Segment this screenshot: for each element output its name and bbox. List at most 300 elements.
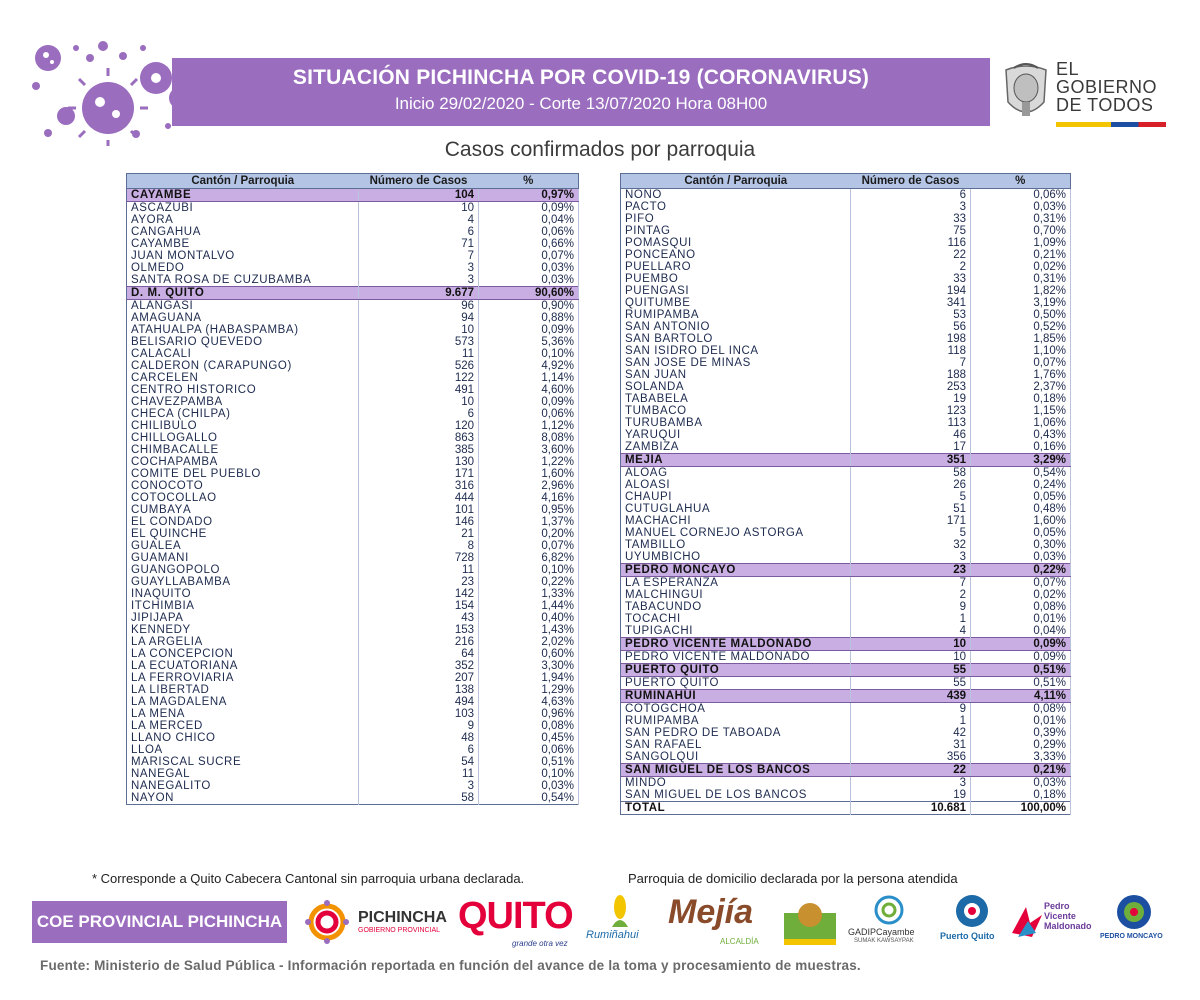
cell-percent: 0,03% [479,274,579,287]
cell-percent: 3,33% [971,751,1071,764]
cell-percent: 2,96% [479,480,579,492]
cell-cases: 3 [851,201,971,213]
table-row [621,333,1071,345]
table-row [127,274,579,287]
table-row [621,727,1071,739]
cases-table-right [620,173,1071,815]
table-row [127,226,579,238]
cell-cases: 103 [359,708,479,720]
cell-cases: 6 [359,744,479,756]
cell-cases: 33 [851,213,971,225]
table-row [621,577,1071,590]
cell-cases: 9 [851,703,971,716]
cell-name: BELISARIO QUEVEDO [127,336,359,348]
cell-name: LA MAGDALENA [127,696,359,708]
cell-percent: 0,90% [479,300,579,313]
table-row [127,600,579,612]
cell-cases: 130 [359,456,479,468]
cell-cases: 6 [851,189,971,202]
cell-name: RUMIÑAHUI [621,690,851,703]
cell-name: EL CONDADO [127,516,359,528]
total-row [621,802,1071,815]
cell-percent: 0,88% [479,312,579,324]
cell-percent: 0,08% [971,601,1071,613]
cell-cases: 188 [851,369,971,381]
cell-percent: 4,63% [479,696,579,708]
cell-name: CARCELÉN [127,372,359,384]
table-row [621,393,1071,405]
cell-cases: 7 [359,250,479,262]
canton-row [127,287,579,300]
cell-name: CHECA (CHILPA) [127,408,359,420]
cell-name: COTOGCHOA [621,703,851,716]
quito-logo: QUITO grande otra vez [458,895,573,948]
cell-name: LA ECUATORIANA [127,660,359,672]
cell-name: PEDRO VICENTE MALDONADO [621,651,851,664]
table-row [127,576,579,588]
table-row [127,312,579,324]
cell-cases: 23 [851,564,971,577]
cell-percent: 0,31% [971,273,1071,285]
table-row [127,468,579,480]
cell-cases: 142 [359,588,479,600]
cell-percent: 0,06% [479,744,579,756]
cell-percent: 1,12% [479,420,579,432]
cell-cases: 444 [359,492,479,504]
table-row [127,792,579,805]
cell-percent: 0,04% [971,625,1071,638]
cell-cases: 7 [851,577,971,590]
cell-percent: 0,10% [479,768,579,780]
cell-percent: 4,92% [479,360,579,372]
table-row [127,420,579,432]
table-row [127,492,579,504]
cell-percent: 0,66% [479,238,579,250]
footnote-domicilio: Parroquia de domicilio declarada por la persona atendida [628,871,958,886]
cell-percent: 0,06% [971,189,1071,202]
table-row [127,396,579,408]
cell-percent: 1,06% [971,417,1071,429]
table-row [621,273,1071,285]
cell-percent: 0,51% [971,677,1071,690]
cell-name: PACTO [621,201,851,213]
table-row [621,789,1071,802]
table-row [127,432,579,444]
cell-percent: 0,02% [971,589,1071,601]
cell-cases: 104 [359,189,479,202]
cell-name: GUANGOPOLO [127,564,359,576]
table-row [621,479,1071,491]
cell-name: SOLANDA [621,381,851,393]
table-row [127,504,579,516]
table-row [127,528,579,540]
table-row [621,297,1071,309]
cell-name: AYORA [127,214,359,226]
table-row [127,540,579,552]
cell-name: ALÓAG [621,467,851,480]
flag-color-bar [1056,122,1166,127]
cell-cases: 8 [359,540,479,552]
cell-cases: 11 [359,348,479,360]
cell-name: OLMEDO [127,262,359,274]
cell-cases: 198 [851,333,971,345]
cell-name: ZÁMBIZA [621,441,851,454]
coe-provincial-label: COE PROVINCIAL PICHINCHA [32,901,287,943]
table-row [127,588,579,600]
cell-name: QUITUMBE [621,297,851,309]
cell-percent: 0,18% [971,789,1071,802]
table-row [127,552,579,564]
pedro-moncayo-logo: PEDRO MONCAYO [1100,893,1170,951]
cell-name: LA CONCEPCIÓN [127,648,359,660]
cell-name: JUAN MONTALVO [127,250,359,262]
cell-percent: 1,60% [479,468,579,480]
cell-percent: 0,48% [971,503,1071,515]
cell-cases: 2 [851,589,971,601]
cell-name: LA ARGELIA [127,636,359,648]
cell-percent: 100,00% [971,802,1071,815]
column-header-canton: Cantón / Parroquia [127,174,359,189]
cell-cases: 9.677 [359,287,479,300]
cell-cases: 4 [851,625,971,638]
cell-cases: 23 [359,576,479,588]
cell-percent: 0,21% [971,764,1071,777]
cell-name: COTOCOLLAO [127,492,359,504]
table-row [621,345,1071,357]
cell-cases: 341 [851,297,971,309]
cell-name: RUMIPAMBA [621,309,851,321]
cell-cases: 385 [359,444,479,456]
cell-name: CENTRO HISTÓRICO [127,384,359,396]
pichincha-star-icon [304,899,350,945]
table-row [127,480,579,492]
cell-percent: 0,51% [971,664,1071,677]
table-row [127,612,579,624]
cases-table-left [126,173,579,805]
cell-cases: 9 [359,720,479,732]
cell-percent: 0,01% [971,715,1071,727]
table-row [127,708,579,720]
partner-logos [300,893,1180,953]
cell-name: IÑAQUITO [127,588,359,600]
table-row [127,262,579,274]
cell-percent: 0,09% [971,638,1071,651]
table-row [621,441,1071,454]
table-row [621,677,1071,690]
cell-name: CHIMBACALLE [127,444,359,456]
cell-name: JIPIJAPA [127,612,359,624]
cell-name: PUENGASÍ [621,285,851,297]
cell-cases: 71 [359,238,479,250]
cell-cases: 7 [851,357,971,369]
cell-name: COCHAPAMBA [127,456,359,468]
cell-name: SAN ISIDRO DEL INCA [621,345,851,357]
cell-name: PUEMBO [621,273,851,285]
cell-percent: 0,60% [479,648,579,660]
table-row [621,309,1071,321]
cell-name: KENNEDY [127,624,359,636]
cell-percent: 0,45% [479,732,579,744]
cell-cases: 3 [359,780,479,792]
cell-name: TOCACHI [621,613,851,625]
cell-cases: 75 [851,225,971,237]
cell-name: CALACALÍ [127,348,359,360]
data-source: Fuente: Ministerio de Salud Pública - Información reportada en función del avance de la toma y procesamiento de muestras. [40,958,861,973]
cell-name: D. M. QUITO [127,287,359,300]
cell-cases: 101 [359,504,479,516]
cell-cases: 351 [851,454,971,467]
cell-name: SAN JUAN [621,369,851,381]
table-row [621,237,1071,249]
cell-cases: 31 [851,739,971,751]
table-row [127,720,579,732]
cell-cases: 356 [851,751,971,764]
cell-name: AMAGUAÑA [127,312,359,324]
cell-percent: 0,20% [479,528,579,540]
table-row [127,408,579,420]
cell-percent: 3,30% [479,660,579,672]
cell-cases: 494 [359,696,479,708]
cell-cases: 10 [851,638,971,651]
cell-cases: 194 [851,285,971,297]
table-row [621,225,1071,237]
cell-name: CAYAMBE [127,238,359,250]
cell-name: POMASQUI [621,237,851,249]
pedro-moncayo-icon [1114,893,1154,931]
cell-cases: 43 [359,612,479,624]
table-row [127,756,579,768]
cell-name: NONO [621,189,851,202]
table-row [127,516,579,528]
cell-percent: 0,40% [479,612,579,624]
cell-cases: 5 [851,527,971,539]
cell-name: CUMBAYÁ [127,504,359,516]
cell-name: LA LIBERTAD [127,684,359,696]
cell-percent: 0,54% [971,467,1071,480]
cell-cases: 10 [359,202,479,215]
cell-cases: 171 [851,515,971,527]
table-row [621,213,1071,225]
cell-percent: 0,08% [479,720,579,732]
cell-percent: 0,07% [479,250,579,262]
cell-cases: 22 [851,249,971,261]
cell-cases: 439 [851,690,971,703]
cell-cases: 10 [359,396,479,408]
cell-cases: 116 [851,237,971,249]
table-row [621,417,1071,429]
canton-row [621,664,1071,677]
cell-percent: 0,22% [971,564,1071,577]
cell-cases: 1 [851,613,971,625]
cell-name: PUERTO QUITO [621,664,851,677]
cell-percent: 0,54% [479,792,579,805]
cell-cases: 33 [851,273,971,285]
cell-cases: 53 [851,309,971,321]
cell-cases: 3 [851,777,971,790]
cell-name: PIFO [621,213,851,225]
cell-cases: 216 [359,636,479,648]
cell-percent: 0,04% [479,214,579,226]
cell-name: PONCEANO [621,249,851,261]
cell-cases: 863 [359,432,479,444]
cell-name: MARISCAL SUCRE [127,756,359,768]
pedro-vicente-maldonado-logo: Pedro Vicente Maldonado [1010,893,1094,951]
header-banner [172,58,990,126]
table-row [621,625,1071,638]
table-row [621,429,1071,441]
table-row [127,648,579,660]
cell-percent: 1,76% [971,369,1071,381]
table-row [127,348,579,360]
table-row [621,285,1071,297]
cell-cases: 32 [851,539,971,551]
cell-name: GUAYLLABAMBA [127,576,359,588]
cell-cases: 19 [851,393,971,405]
table-row [127,372,579,384]
table-row [127,732,579,744]
cell-name: MALCHINGUÍ [621,589,851,601]
canton-row [621,638,1071,651]
cell-cases: 153 [359,624,479,636]
cell-name: MINDO [621,777,851,790]
cell-name: RUMIPAMBA [621,715,851,727]
cell-name: EL QUINCHE [127,528,359,540]
bancos-emblem-icon [780,897,840,947]
cell-cases: 17 [851,441,971,454]
pichincha-logo: PICHINCHA GOBIERNO PROVINCIAL [304,893,454,951]
cell-cases: 6 [359,408,479,420]
cell-cases: 207 [359,672,479,684]
cell-percent: 0,03% [971,777,1071,790]
table-row [621,189,1071,202]
cell-name: PÍNTAG [621,225,851,237]
cell-percent: 0,03% [971,551,1071,564]
table-row [621,503,1071,515]
puerto-quito-icon [954,893,990,929]
cell-percent: 90,60% [479,287,579,300]
cell-name: CONOCOTO [127,480,359,492]
table-row [127,324,579,336]
cell-percent: 0,50% [971,309,1071,321]
cell-name: TAMBILLO [621,539,851,551]
cell-name: PUÉLLARO [621,261,851,273]
cell-percent: 6,82% [479,552,579,564]
cell-percent: 0,09% [971,651,1071,664]
cell-percent: 0,52% [971,321,1071,333]
footnote-quito: * Corresponde a Quito Cabecera Cantonal sin parroquia urbana declarada. [92,871,525,886]
cell-percent: 0,30% [971,539,1071,551]
table-row [621,551,1071,564]
cell-name: COMITÉ DEL PUEBLO [127,468,359,480]
cell-cases: 58 [851,467,971,480]
cell-name: CHAUPI [621,491,851,503]
cell-cases: 51 [851,503,971,515]
table-row [127,456,579,468]
cell-name: LLANO CHICO [127,732,359,744]
cell-name: YARUQUÍ [621,429,851,441]
cell-cases: 253 [851,381,971,393]
table-row [127,444,579,456]
cell-cases: 118 [851,345,971,357]
cell-percent: 0,06% [479,408,579,420]
cell-percent: 8,08% [479,432,579,444]
cell-percent: 0,31% [971,213,1071,225]
cell-name: ATAHUALPA (HABASPAMBA) [127,324,359,336]
cayambe-spiral-icon [872,895,906,925]
cell-cases: 64 [359,648,479,660]
cell-percent: 0,02% [971,261,1071,273]
table-row [127,624,579,636]
cell-cases: 491 [359,384,479,396]
cell-name: NAYÓN [127,792,359,805]
rumiñahui-logo: Rumiñahui [586,893,658,951]
cell-percent: 3,60% [479,444,579,456]
table-row [621,405,1071,417]
cell-name: PEDRO MONCAYO [621,564,851,577]
cell-cases: 728 [359,552,479,564]
coat-of-arms-icon [1000,62,1052,124]
canton-row [127,189,579,202]
cell-percent: 0,07% [479,540,579,552]
cell-cases: 4 [359,214,479,226]
page-title: SITUACIÓN PICHINCHA POR COVID-19 (CORONAVIRUS) [292,66,870,89]
cell-percent: 1,10% [971,345,1071,357]
table-row [127,660,579,672]
puerto-quito-logo: Puerto Quito [940,893,1006,951]
cell-percent: 1,29% [479,684,579,696]
cell-cases: 19 [851,789,971,802]
table-row [127,780,579,792]
cell-percent: 1,14% [479,372,579,384]
cell-name: SAN JOSÉ DE MINAS [621,357,851,369]
cell-cases: 113 [851,417,971,429]
table-row [621,261,1071,273]
cell-percent: 0,08% [971,703,1071,716]
cell-percent: 2,37% [971,381,1071,393]
table-row [621,527,1071,539]
cell-percent: 0,16% [971,441,1071,454]
cell-percent: 0,09% [479,396,579,408]
cell-name: SANGOLQUÍ [621,751,851,764]
table-row [127,384,579,396]
table-row [621,739,1071,751]
cell-cases: 55 [851,664,971,677]
cell-cases: 11 [359,564,479,576]
column-header-canton: Cantón / Parroquia [621,174,851,189]
cell-percent: 0,10% [479,564,579,576]
cell-cases: 96 [359,300,479,313]
cell-name: CHILIBULO [127,420,359,432]
table-row [621,515,1071,527]
cell-name: PEDRO VICENTE MALDONADO [621,638,851,651]
cell-cases: 526 [359,360,479,372]
table-row [127,336,579,348]
table-row [127,250,579,262]
cell-percent: 1,33% [479,588,579,600]
canton-row [621,454,1071,467]
table-row [621,777,1071,790]
cell-name: MACHACHI [621,515,851,527]
cell-cases: 21 [359,528,479,540]
cell-percent: 1,15% [971,405,1071,417]
cell-name: TURUBAMBA [621,417,851,429]
cell-cases: 6 [359,226,479,238]
cell-percent: 4,11% [971,690,1071,703]
cell-cases: 46 [851,429,971,441]
cell-cases: 352 [359,660,479,672]
table-row [621,249,1071,261]
cell-name: GUALEA [127,540,359,552]
